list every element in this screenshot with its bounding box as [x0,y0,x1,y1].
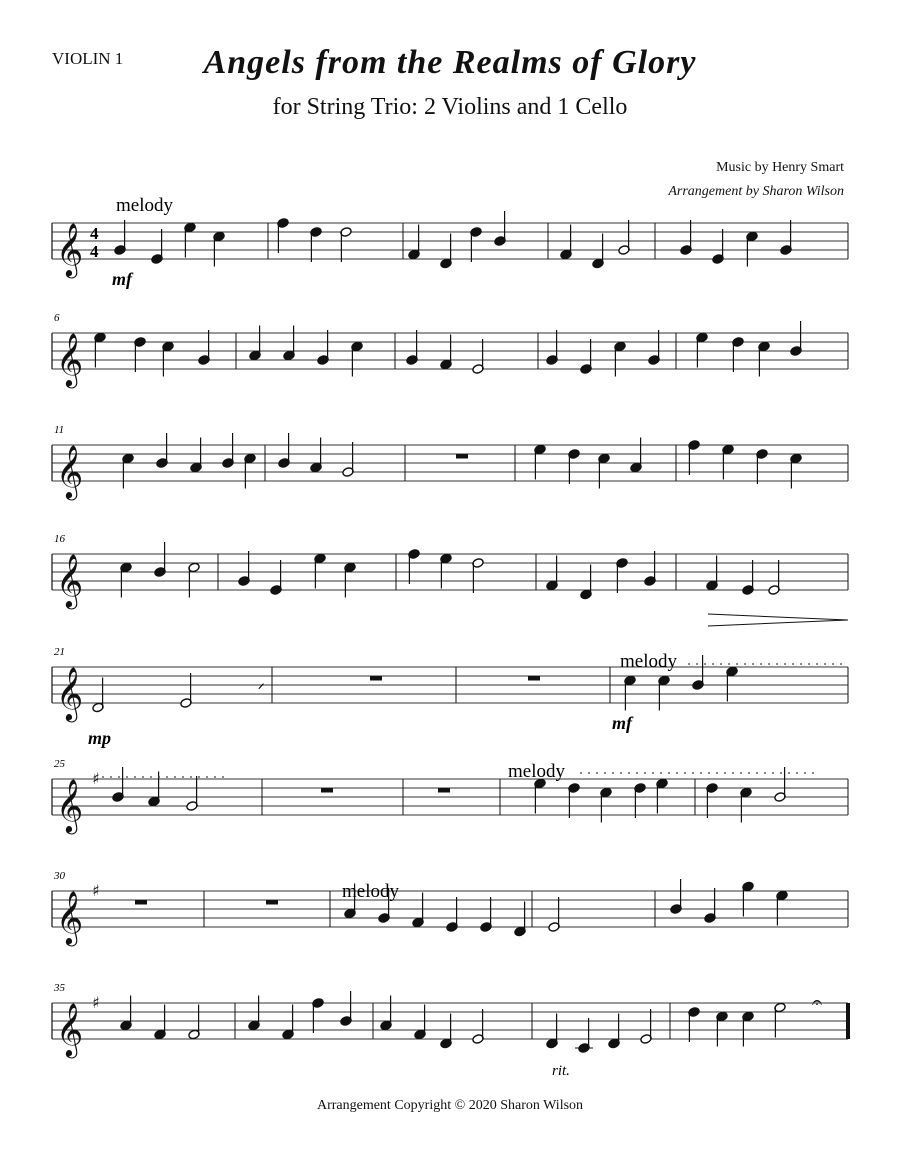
annotation-melody: melody [508,761,565,782]
dynamic-mf: mf [112,269,132,289]
staff-system-6 [52,758,848,834]
composer-credit: Music by Henry Smart [716,160,844,175]
treble-clef-icon: 𝄞 [56,222,84,276]
treble-clef-icon: 𝄞 [56,666,84,720]
staff-system-1 [52,211,848,278]
measure-number: 30 [54,870,65,882]
copyright-footer: Arrangement Copyright © 2020 Sharon Wilson [316,1098,584,1113]
whole-rest [370,676,382,681]
measure-number: 16 [54,533,65,545]
measure-number: 25 [54,758,65,770]
page-subtitle: for String Trio: 2 Violins and 1 Cello [272,94,628,120]
time-signature-bottom: 4 [90,242,99,261]
time-signature-top: 4 [90,224,99,243]
staff-system-5 [52,646,848,722]
treble-clef-icon: 𝄞 [56,553,84,607]
fermata-icon: 𝄐 [812,992,823,1013]
measure-number: 35 [54,982,65,994]
whole-rest [456,454,468,459]
key-signature-sharp: ♯ [92,993,100,1012]
whole-rest [321,788,333,793]
key-signature-sharp: ♯ [92,769,100,788]
treble-clef-icon: 𝄞 [56,444,84,498]
measure-number: 21 [54,646,65,658]
whole-rest [135,900,147,905]
annotation-melody: melody [342,881,399,902]
staff-system-3 [52,424,848,500]
treble-clef-icon: 𝄞 [56,332,84,386]
staff-system-4 [52,533,848,609]
tempo-ritardando: rit. [552,1063,570,1079]
dynamic-mp: mp [88,728,112,748]
dynamic-mf: mf [612,713,632,733]
decrescendo-hairpin [708,614,848,626]
staff-system-7 [52,870,848,946]
whole-rest [528,676,540,681]
staff-system-8 [52,982,848,1058]
treble-clef-icon: 𝄞 [56,1002,84,1056]
page-title: Angels from the Realms of Glory [203,44,697,81]
staff-system-2 [52,312,848,388]
whole-rest [438,788,450,793]
percussion-slash-icon: 𝄍 [258,680,265,695]
treble-clef-icon: 𝄞 [56,890,84,944]
arranger-credit: Arrangement by Sharon Wilson [668,184,844,199]
whole-rest [266,900,278,905]
part-label: VIOLIN 1 [52,49,124,68]
annotation-melody: melody [620,651,677,672]
measure-number: 6 [54,312,60,324]
key-signature-sharp: ♯ [92,881,100,900]
treble-clef-icon: 𝄞 [56,778,84,832]
annotation-melody: melody [116,195,173,216]
measure-number: 11 [54,424,65,436]
